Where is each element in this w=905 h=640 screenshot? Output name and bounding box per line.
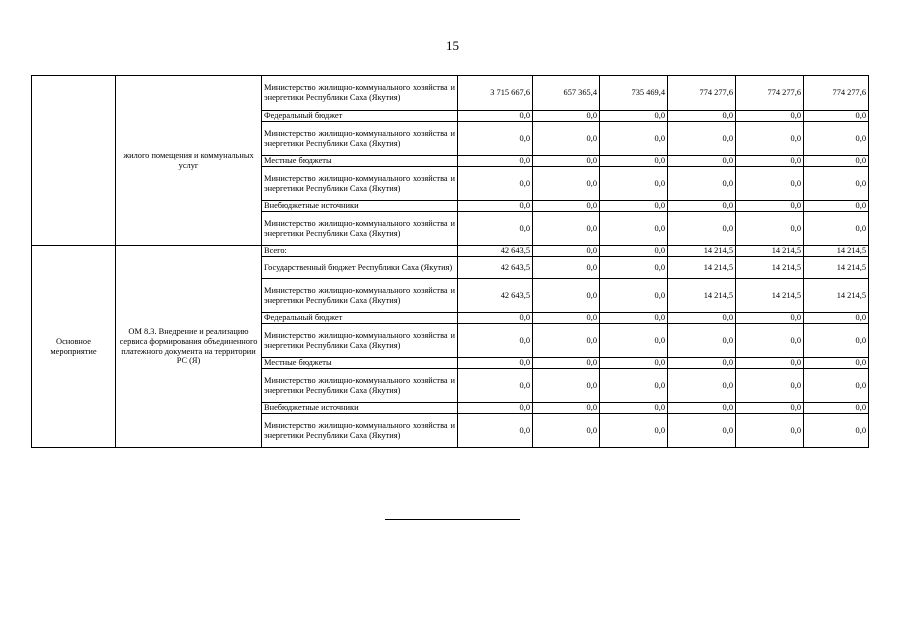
measure-type-cell: Основное мероприятие — [32, 246, 116, 448]
value-cell: 0,0 — [804, 111, 869, 122]
value-cell: 774 277,6 — [804, 76, 869, 111]
source-label-cell: Государственный бюджет Республики Саха (Якутия) — [262, 257, 458, 279]
value-cell: 0,0 — [600, 403, 668, 414]
value-cell: 0,0 — [533, 257, 600, 279]
value-cell: 14 214,5 — [736, 246, 804, 257]
value-cell: 0,0 — [533, 167, 600, 201]
source-label-cell: Министерство жилищно-коммунального хозяйства и энергетики Республики Саха (Якутия) — [262, 76, 458, 111]
value-cell: 0,0 — [600, 111, 668, 122]
value-cell: 0,0 — [804, 156, 869, 167]
source-label-cell: Внебюджетные источники — [262, 403, 458, 414]
value-cell: 0,0 — [668, 369, 736, 403]
value-cell: 0,0 — [736, 122, 804, 156]
value-cell: 42 643,5 — [458, 257, 533, 279]
value-cell: 0,0 — [533, 111, 600, 122]
value-cell: 0,0 — [736, 369, 804, 403]
value-cell: 0,0 — [458, 212, 533, 246]
source-label-cell: Федеральный бюджет — [262, 313, 458, 324]
value-cell: 0,0 — [804, 212, 869, 246]
source-label-cell: Внебюджетные источники — [262, 201, 458, 212]
value-cell: 0,0 — [804, 167, 869, 201]
value-cell: 0,0 — [533, 279, 600, 313]
value-cell: 0,0 — [600, 324, 668, 358]
measure-name-cell: жилого помещения и коммунальных услуг — [116, 76, 262, 246]
value-cell: 0,0 — [600, 257, 668, 279]
source-label-cell: Министерство жилищно-коммунального хозяйства и энергетики Республики Саха (Якутия) — [262, 167, 458, 201]
value-cell: 0,0 — [668, 403, 736, 414]
value-cell: 0,0 — [600, 212, 668, 246]
value-cell: 0,0 — [533, 201, 600, 212]
value-cell: 657 365,4 — [533, 76, 600, 111]
value-cell: 0,0 — [668, 414, 736, 448]
value-cell: 0,0 — [668, 212, 736, 246]
end-divider — [385, 519, 520, 520]
value-cell: 0,0 — [533, 324, 600, 358]
value-cell: 14 214,5 — [736, 257, 804, 279]
value-cell: 0,0 — [736, 111, 804, 122]
value-cell: 0,0 — [804, 403, 869, 414]
value-cell: 0,0 — [458, 358, 533, 369]
value-cell: 0,0 — [600, 313, 668, 324]
value-cell: 0,0 — [804, 122, 869, 156]
value-cell: 0,0 — [458, 122, 533, 156]
value-cell: 0,0 — [600, 279, 668, 313]
value-cell: 0,0 — [458, 167, 533, 201]
page-number: 15 — [446, 38, 459, 53]
source-label-cell: Министерство жилищно-коммунального хозяйства и энергетики Республики Саха (Якутия) — [262, 212, 458, 246]
value-cell: 0,0 — [736, 201, 804, 212]
value-cell: 14 214,5 — [804, 279, 869, 313]
value-cell: 0,0 — [458, 324, 533, 358]
value-cell: 0,0 — [668, 313, 736, 324]
value-cell: 0,0 — [533, 122, 600, 156]
value-cell: 14 214,5 — [736, 279, 804, 313]
source-label-cell: Министерство жилищно-коммунального хозяйства и энергетики Республики Саха (Якутия) — [262, 369, 458, 403]
value-cell: 0,0 — [600, 358, 668, 369]
value-cell: 0,0 — [668, 324, 736, 358]
value-cell: 0,0 — [600, 167, 668, 201]
value-cell: 0,0 — [533, 313, 600, 324]
value-cell: 0,0 — [736, 414, 804, 448]
value-cell: 42 643,5 — [458, 279, 533, 313]
source-label-cell: Министерство жилищно-коммунального хозяйства и энергетики Республики Саха (Якутия) — [262, 122, 458, 156]
value-cell: 0,0 — [804, 358, 869, 369]
value-cell: 0,0 — [600, 414, 668, 448]
measure-type-cell — [32, 76, 116, 246]
value-cell: 0,0 — [533, 358, 600, 369]
value-cell: 774 277,6 — [668, 76, 736, 111]
value-cell: 14 214,5 — [804, 246, 869, 257]
table-row — [32, 76, 869, 111]
value-cell: 735 469,4 — [600, 76, 668, 111]
source-label-cell: Местные бюджеты — [262, 358, 458, 369]
value-cell: 0,0 — [533, 212, 600, 246]
value-cell: 0,0 — [804, 369, 869, 403]
source-label-cell: Министерство жилищно-коммунального хозяйства и энергетики Республики Саха (Якутия) — [262, 324, 458, 358]
value-cell: 0,0 — [458, 313, 533, 324]
value-cell: 0,0 — [458, 414, 533, 448]
value-cell: 0,0 — [533, 403, 600, 414]
measure-name-cell: ОМ 8.3. Внедрение и реализацию сервиса формирования объединенного платежного документа на территории РС (Я) — [116, 246, 262, 448]
value-cell: 0,0 — [668, 201, 736, 212]
value-cell: 0,0 — [668, 111, 736, 122]
value-cell: 42 643,5 — [458, 246, 533, 257]
value-cell: 0,0 — [668, 167, 736, 201]
source-label-cell: Министерство жилищно-коммунального хозяйства и энергетики Республики Саха (Якутия) — [262, 279, 458, 313]
value-cell: 0,0 — [736, 156, 804, 167]
source-label-cell: Местные бюджеты — [262, 156, 458, 167]
value-cell: 0,0 — [458, 156, 533, 167]
value-cell: 0,0 — [804, 324, 869, 358]
value-cell: 0,0 — [804, 313, 869, 324]
budget-table — [31, 75, 869, 448]
value-cell: 0,0 — [736, 358, 804, 369]
value-cell: 0,0 — [804, 201, 869, 212]
value-cell: 0,0 — [533, 369, 600, 403]
value-cell: 0,0 — [736, 212, 804, 246]
value-cell: 0,0 — [668, 156, 736, 167]
table-body — [32, 76, 869, 448]
value-cell: 0,0 — [736, 167, 804, 201]
value-cell: 774 277,6 — [736, 76, 804, 111]
value-cell: 0,0 — [533, 156, 600, 167]
value-cell: 14 214,5 — [668, 279, 736, 313]
value-cell: 0,0 — [600, 156, 668, 167]
value-cell: 0,0 — [533, 414, 600, 448]
value-cell: 0,0 — [458, 111, 533, 122]
source-label-cell: Министерство жилищно-коммунального хозяйства и энергетики Республики Саха (Якутия) — [262, 414, 458, 448]
value-cell: 3 715 667,6 — [458, 76, 533, 111]
value-cell: 0,0 — [458, 403, 533, 414]
value-cell: 0,0 — [600, 369, 668, 403]
value-cell: 0,0 — [668, 358, 736, 369]
value-cell: 0,0 — [804, 414, 869, 448]
value-cell: 0,0 — [668, 122, 736, 156]
value-cell: 0,0 — [736, 403, 804, 414]
value-cell: 0,0 — [600, 122, 668, 156]
value-cell: 0,0 — [600, 201, 668, 212]
value-cell: 0,0 — [533, 246, 600, 257]
value-cell: 0,0 — [600, 246, 668, 257]
value-cell: 0,0 — [736, 313, 804, 324]
table-row — [32, 246, 869, 257]
value-cell: 0,0 — [458, 201, 533, 212]
value-cell: 0,0 — [736, 324, 804, 358]
value-cell: 0,0 — [458, 369, 533, 403]
source-label-cell: Федеральный бюджет — [262, 111, 458, 122]
source-label-cell: Всего: — [262, 246, 458, 257]
value-cell: 14 214,5 — [804, 257, 869, 279]
value-cell: 14 214,5 — [668, 257, 736, 279]
value-cell: 14 214,5 — [668, 246, 736, 257]
